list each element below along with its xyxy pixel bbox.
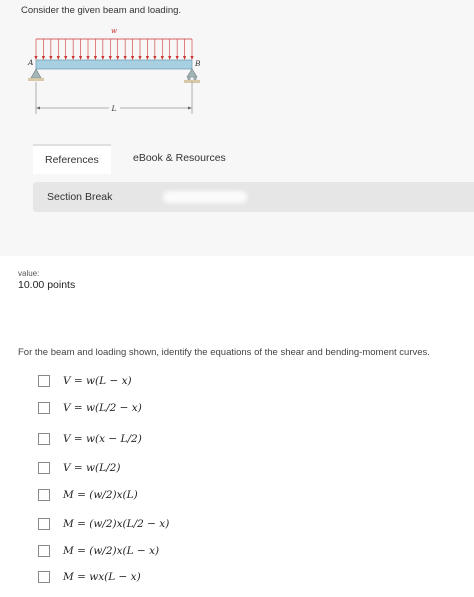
option-4[interactable]	[38, 458, 120, 478]
option-8[interactable]	[38, 567, 141, 587]
right-roller	[194, 77, 197, 80]
load-arrow-head	[49, 56, 52, 60]
load-label: w	[111, 27, 117, 35]
load-arrow-head	[116, 56, 119, 60]
option-equation: V = w(L/2 − x)	[63, 402, 142, 414]
option-checkbox[interactable]	[38, 402, 50, 414]
load-arrow-head	[161, 56, 164, 60]
label-b: B	[195, 59, 201, 68]
section-break[interactable]	[33, 182, 474, 212]
label-a: A	[28, 58, 34, 67]
load-arrow-head	[79, 56, 82, 60]
tab-ebook-resources[interactable]: eBook & Resources	[133, 152, 226, 164]
load-arrow-head	[183, 56, 186, 60]
load-arrow-head	[138, 56, 141, 60]
option-checkbox[interactable]	[38, 375, 50, 387]
question-text: For the beam and loading shown, identify the equations of the shear and bending-moment curves.	[18, 347, 430, 358]
option-equation: M = (w/2)x(L − x)	[63, 545, 160, 557]
length-label: L	[111, 104, 117, 113]
load-arrow-head	[190, 56, 193, 60]
load-arrow-head	[131, 56, 134, 60]
section-break-label: Section Break	[47, 191, 113, 203]
option-3[interactable]	[38, 429, 142, 449]
left-ground	[28, 78, 44, 81]
problem-prompt: Consider the given beam and loading.	[21, 5, 182, 16]
value-label: value:	[18, 269, 40, 278]
beam	[36, 60, 192, 69]
redacted-text	[163, 191, 247, 203]
right-support	[187, 69, 197, 77]
option-6[interactable]	[38, 514, 169, 534]
load-arrow-head	[34, 56, 37, 60]
option-equation: V = w(x − L/2)	[63, 433, 142, 445]
load-arrows	[34, 39, 193, 60]
option-7[interactable]	[38, 541, 159, 561]
load-arrow-head	[57, 56, 60, 60]
option-equation: V = w(L − x)	[63, 375, 132, 387]
dim-arrow-right	[188, 107, 192, 110]
option-checkbox[interactable]	[38, 571, 50, 583]
load-arrow-head	[101, 56, 104, 60]
option-equation: M = (w/2)x(L)	[63, 489, 138, 501]
load-arrow-head	[72, 56, 75, 60]
load-arrow-head	[94, 56, 97, 60]
option-equation: M = wx(L − x)	[63, 571, 141, 583]
option-checkbox[interactable]	[38, 462, 50, 474]
problem-card	[0, 0, 474, 256]
option-checkbox[interactable]	[38, 489, 50, 501]
right-roller	[188, 77, 191, 80]
load-arrow-head	[109, 56, 112, 60]
load-arrow-head	[153, 56, 156, 60]
tab-references[interactable]: References	[33, 144, 111, 174]
option-checkbox[interactable]	[38, 518, 50, 530]
load-arrow-head	[168, 56, 171, 60]
load-arrow-head	[176, 56, 179, 60]
option-2[interactable]	[38, 398, 142, 418]
option-checkbox[interactable]	[38, 545, 50, 557]
option-5[interactable]	[38, 485, 138, 505]
left-support	[31, 69, 41, 78]
load-arrow-head	[146, 56, 149, 60]
load-arrow-head	[64, 56, 67, 60]
option-equation: V = w(L/2)	[63, 462, 121, 474]
load-arrow-head	[42, 56, 45, 60]
option-1[interactable]	[38, 371, 132, 391]
load-arrow-head	[124, 56, 127, 60]
option-checkbox[interactable]	[38, 433, 50, 445]
value-points: 10.00 points	[18, 279, 76, 291]
dim-arrow-left	[36, 107, 40, 110]
load-arrow-head	[86, 56, 89, 60]
beam-figure	[24, 24, 214, 124]
option-equation: M = (w/2)x(L/2 − x)	[63, 518, 170, 530]
tab-bar	[33, 144, 474, 172]
